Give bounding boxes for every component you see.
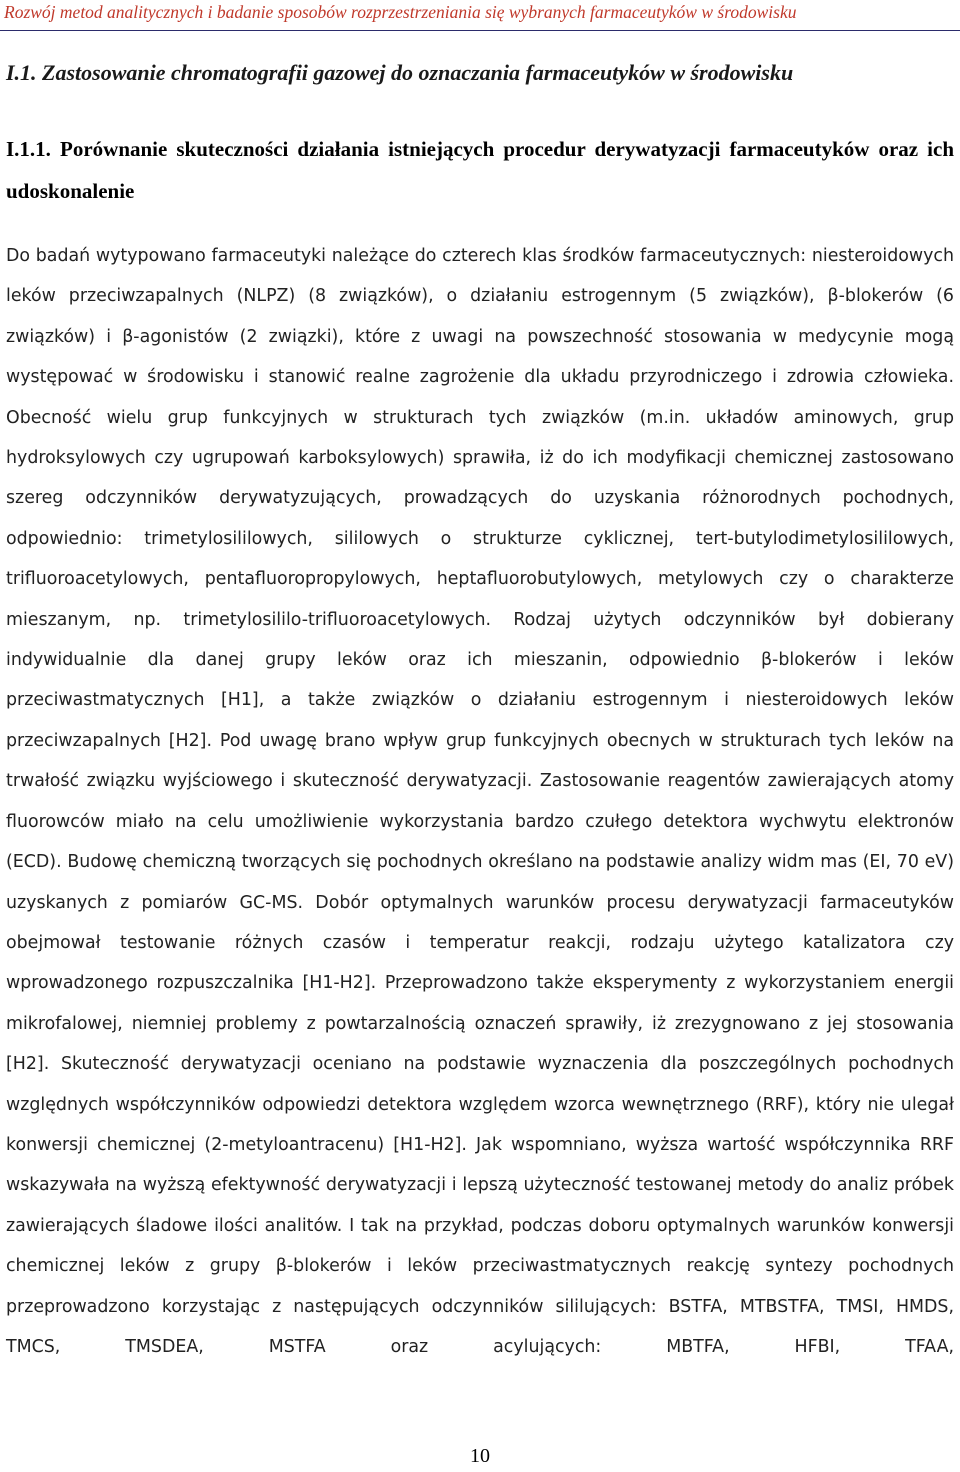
section-heading: I.1. Zastosowanie chromatografii gazowej do oznaczania farmaceutyków w środowisku — [6, 60, 794, 85]
header-divider — [0, 30, 960, 31]
body-paragraph: Do badań wytypowano farmaceutyki należące do czterech klas środków farmaceutycznych: niesteroidowych leków przeciwzapalnych (NLPZ) (8 związków), o działaniu estrogennym (5 związków), β-blokerów (6 związków) i β-agonistów (2 związki), które z uwagi na powszechność stosowania w medycynie mogą występować w środowisku i stanowić realne zagrożenie dla układu przyrodniczego i zdrowia człowieka. Obecność wielu grup funkcyjnych w strukturach tych związków (m.in. układów aminowych, grup hydroksylowych czy ugrupowań karboksylowych) sprawiła, iż do ich modyfikacji chemicznej zastosowano szereg odczynników derywatyzujących, prowadzących do uzyskania różnorodnych pochodnych, odpowiednio: trimetylosililowych, sililowych o strukturze cyklicznej, tert-butylodimetylosililowych, trifluoroacetylowych, pentafluoropropylowych, heptafluorobutylowych, metylowych czy o charakterze mieszanym, np. trimetylosililo-trifluoroacetylowych. Rodzaj użytych odczynników był dobierany indywidualnie dla danej grupy leków oraz ich mieszanin, odpowiednio β-blokerów i leków przeciwastmatycznych [H1], a także związków o działaniu estrogennym i niesteroidowych leków przeciwzapalnych [H2]. Pod uwagę brano wpływ grup funkcyjnych obecnych w strukturach tych leków na trwałość związku wyjściowego i skuteczność derywatyzacji. Zastosowanie reagentów zawierających atomy fluorowców miało na celu umożliwienie wykorzystania bardzo czułego detektora wychwytu elektronów (ECD). Budowę chemiczną tworzących się pochodnych określano na podstawie analizy widm mas (EI, 70 eV) uzyskanych z pomiarów GC-MS. Dobór optymalnych warunków procesu derywatyzacji farmaceutyków obejmował testowanie różnych czasów i temperatur reakcji, rodzaju użytego katalizatora czy wprowadzonego rozpuszczalnika [H1-H2]. Przeprowadzono także eksperymenty z wykorzystaniem energii mikrofalowej, niemniej problemy z powtarzalnością oznaczeń sprawiły, iż zrezygnowano z jej stosowania [H2]. Skuteczność derywatyzacji oceniano na podstawie wyznaczenia dla poszczególnych pochodnych względnych współczynników odpowiedzi detektora względem wzorca wewnętrznego (RRF), który nie ulegał konwersji chemicznej (2-metyloantracenu) [H1-H2]. Jak wspomniano, wyższa wartość współczynnika RRF wskazywała na wyższą efektywność derywatyzacji i lepszą użyteczność testowanej metody do analiz próbek zawierających śladowe ilości analitów. I tak na przykład, podczas doboru optymalnych warunków konwersji chemicznej leków z grupy β-blokerów i leków przeciwastmatycznych reakcję syntezy pochodnych przeprowadzono korzystając z następujących odczynników sililujących: BSTFA, MTBSTFA, TMSI, HMDS, TMCS, TMSDEA, MSTFA oraz acylujących: MBTFA, HFBI, TFAA, — [6, 246, 954, 1357]
subsection-title: Porównanie skuteczności działania istniejących procedur derywatyzacji farmaceutyków oraz ich udoskonalenie — [6, 137, 955, 203]
subsection-heading — [6, 128, 954, 212]
subsection-number: I.1.1. — [6, 137, 51, 161]
page-number: 10 — [470, 1445, 490, 1467]
running-header: Rozwój metod analitycznych i badanie sposobów rozprzestrzeniania się wybranych farmaceutyków w środowisku — [4, 2, 797, 22]
